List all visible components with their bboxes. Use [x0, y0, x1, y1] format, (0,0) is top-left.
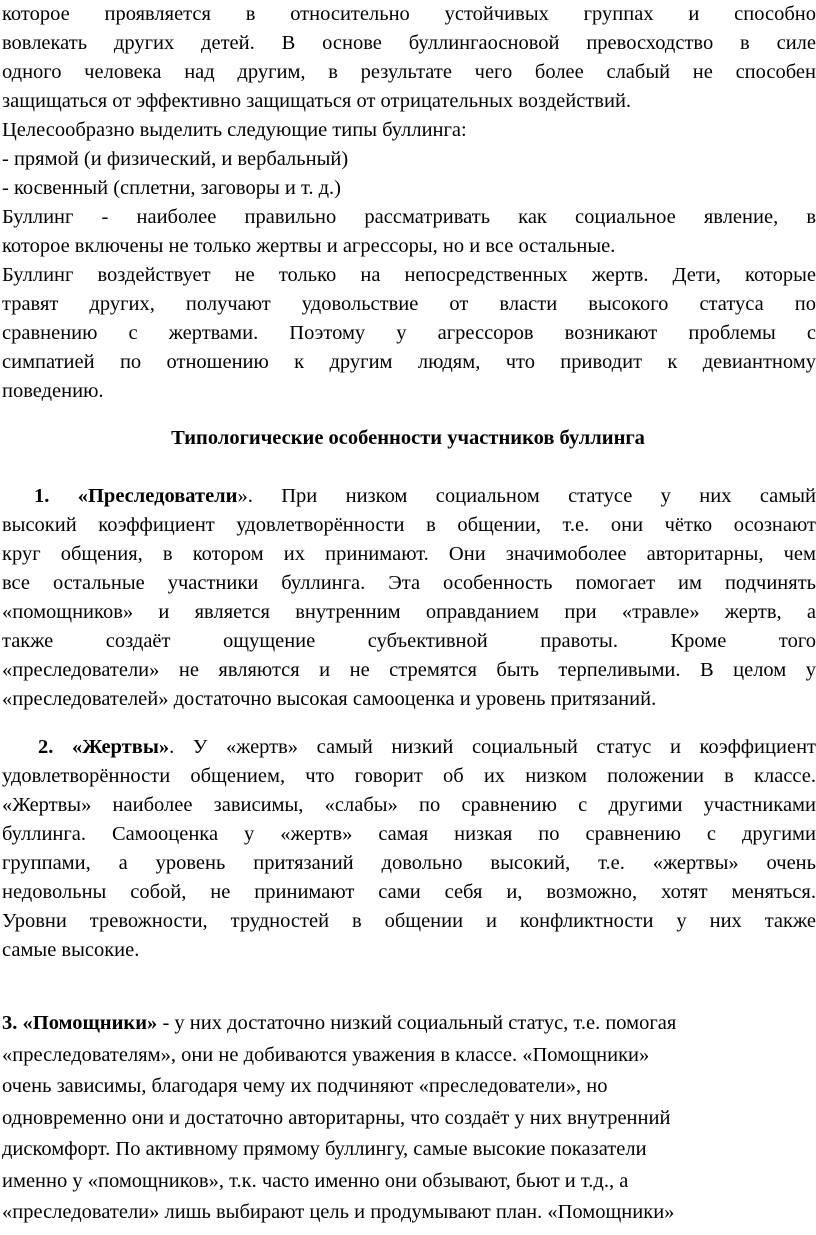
- text-line: круг общения, в котором их принимают. Они значимоболее авторитарны, чем: [2, 543, 816, 565]
- section-helpers: [2, 1008, 816, 1229]
- text-line: - прямой (и физический, и вербальный): [2, 148, 349, 170]
- section-title: 2. «Жертвы»: [38, 736, 170, 758]
- text-line: высокий коэффициент удовлетворённости в общении, т.е. они чётко осознают: [2, 514, 816, 536]
- text-line: именно у «помощников», т.к. часто именно они обзывают, бьют и т.д., а: [2, 1169, 629, 1192]
- text-line: которое проявляется в относительно устойчивых группах и способно: [2, 3, 816, 25]
- text-line: «преследователи» лишь выбирают цель и продумывают план. «Помощники»: [2, 1201, 675, 1223]
- text-line: дискомфорт. По активному прямому буллингу, самые высокие показатели: [2, 1138, 647, 1160]
- text-line: «преследователи» не являются и не стремятся быть терпеливыми. В целом у: [2, 659, 816, 681]
- section-title-tail: ». При низком социальном статусе у них самый: [237, 485, 816, 507]
- section-first-line: [2, 482, 816, 511]
- text-line: Буллинг воздействует не только на непосредственных жертв. Дети, которые: [2, 264, 816, 286]
- text-line: «преследователям», они не добиваются уважения в классе. «Помощники»: [2, 1043, 650, 1066]
- text-line: недовольны собой, не принимают сами себя и, возможно, хотят меняться.: [2, 881, 816, 903]
- text-line: которое включены не только жертвы и агрессоры, но и все остальные.: [2, 235, 616, 257]
- section-first-line: [2, 733, 816, 762]
- text-line: одновременно они и достаточно авторитарны, что создаёт у них внутренний: [2, 1106, 671, 1129]
- text-line: защищаться от эффективно защищаться от отрицательных воздействий.: [2, 90, 632, 112]
- section-title-tail: - у них достаточно низкий социальный статус, т.е. помогая: [157, 1012, 677, 1034]
- section-title: 1. «Преследователи: [34, 485, 238, 507]
- text-line: очень зависимы, благодаря чему их подчиняют «преследователи», но: [2, 1075, 608, 1097]
- text-line: «преследователей» достаточно высокая самооценка и уровень притязаний.: [2, 688, 657, 710]
- text-line: сравнению с жертвами. Поэтому у агрессоров возникают проблемы с: [2, 322, 816, 344]
- text-line: поведению.: [2, 380, 104, 402]
- text-line: также создаёт ощущение субъективной правоты. Кроме того: [2, 630, 816, 652]
- text-line: одного человека над другим, в результате чего более слабый не способен: [2, 61, 816, 83]
- section-victims: [2, 733, 816, 965]
- text-line: Уровни тревожности, трудностей в общении и конфликтности у них также: [2, 910, 816, 932]
- section-heading: Типологические особенности участников буллинга: [171, 427, 645, 449]
- text-line: симпатией по отношению к другим людям, что приводит к девиантному: [2, 351, 816, 373]
- text-line: буллинга. Самооценка у «жертв» самая низкая по сравнению с другими: [2, 823, 816, 845]
- text-line: Целесообразно выделить следующие типы буллинга:: [2, 119, 467, 141]
- text-line: удовлетворённости общением, что говорит об их низком положении в классе.: [2, 765, 816, 787]
- section-first-line: [2, 1008, 816, 1040]
- section-persecutors: [2, 482, 816, 714]
- section-title: 3. «Помощники»: [2, 1012, 158, 1034]
- text-line: «Жертвы» наиболее зависимы, «слабы» по сравнению с другими участниками: [2, 794, 816, 816]
- text-line: вовлекать других детей. В основе буллингаосновой превосходство в силе: [2, 32, 816, 54]
- text-line: травят других, получают удовольствие от власти высокого статуса по: [2, 293, 816, 315]
- text-line: - косвенный (сплетни, заговоры и т. д.): [2, 177, 342, 199]
- text-line: самые высокие.: [2, 939, 140, 961]
- intro-paragraphs: [2, 0, 816, 406]
- section-title-tail: . У «жертв» самый низкий социальный статус и коэффициент: [169, 736, 816, 758]
- text-line: все остальные участники буллинга. Эта особенность помогает им подчинять: [2, 572, 816, 594]
- text-line: «помощников» и является внутренним оправданием при «травле» жертв, а: [2, 601, 816, 623]
- text-line: Буллинг - наиболее правильно рассматривать как социальное явление, в: [2, 206, 816, 228]
- text-line: группами, а уровень притязаний довольно высокий, т.е. «жертвы» очень: [2, 852, 816, 874]
